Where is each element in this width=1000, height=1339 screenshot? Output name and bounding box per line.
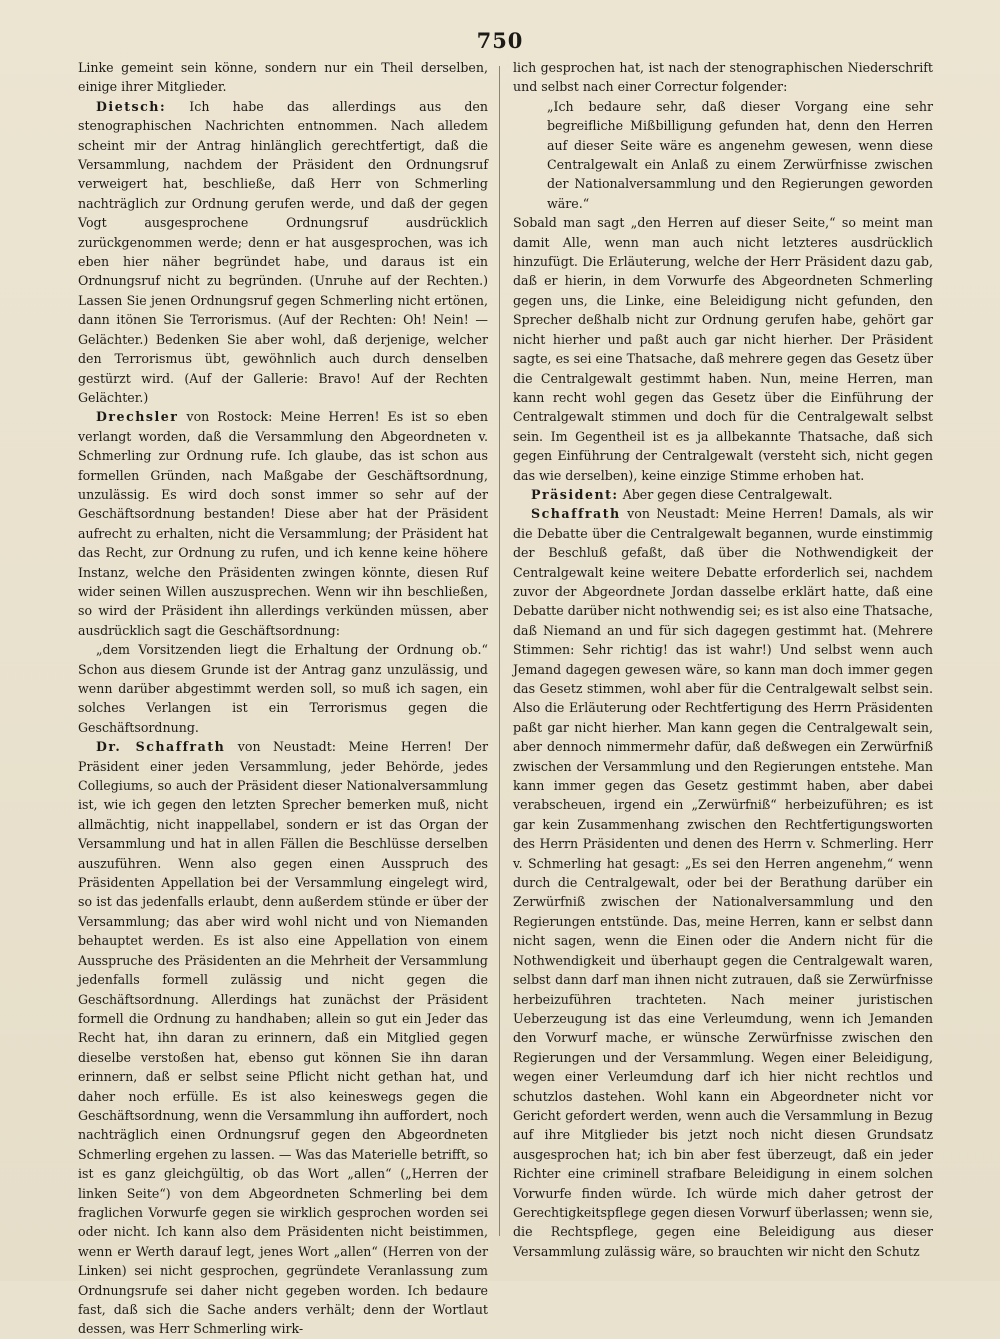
paragraph: [513, 504, 933, 1261]
paragraph-text: „dem Vorsitzenden liegt die Erhaltung der Ordnung ob.“ Schon aus diesem Grunde ist der Antrag ganz unzulässig, und wenn darüber abgestimmt werden soll, so muß ich sagen, ein solches Verlangen ist ein Terrorismus gegen die Geschäftsordnung.: [78, 642, 488, 735]
paragraph-text: Aber gegen diese Centralgewalt.: [618, 486, 833, 502]
paragraph-text: von Neustadt: Meine Herren! Der Präsident einer jeden Versammlung, jeder Behörde, jedes Collegiums, so auch der Präsident dieser Nationalversammlung ist, wie ich gegen den letzten Sprecher bemerken muß, nicht allmächtig, nicht inappellabel, sondern er ist das Organ der Versammlung und hat in allen Fällen die Beschlüsse derselben auszuführen. Wenn also gegen einen Ausspruch des Präsidenten Appellation bei der Versammlung eingelegt wird, so ist das jedenfalls erlaubt, denn außerdem stünde er über der Versammlung; das aber wird wohl nicht und von Niemanden behauptet werden. Es ist also eine Appellation von einem Ausspruche des Präsidenten an die Mehrheit der Versammlung jedenfalls formell zulässig und nicht gegen die Geschäftsordnung. Allerdings hat zunächst der Präsident formell die Ordnung zu handhaben; allein so gut ein Jeder das Recht hat, ihn daran zu erinnern, daß ein Mitglied gegen dieselbe verstoßen hat, ebenso gut können Sie ihn daran erinnern, daß er selbst seine Pflicht nicht gethan hat, und daher noch erfülle. Es ist also keineswegs gegen die Geschäftsordnung, wenn die Versammlung ihn auffordert, noch nachträglich einen Ordnungsruf gegen den Abgeordneten Schmerling ergehen zu lassen. — Was das Materielle betrifft, so ist es ganz gleichgültig, ob das Wort „allen“ („Herren der linken Seite“) von dem Abgeordneten Schmerling bei dem fraglichen Vorwurfe gegen sie wirklich gesprochen worden sei oder nicht. Ich kann also dem Präsidenten nicht beistimmen, wenn er Werth darauf legt, jenes Wort „allen“ (Herren von der Linken) sei nicht gesprochen, gegründete Veranlassung zum Ordnungsrufe sei daher nicht gegeben worden. Ich bedaure fast, daß sich die Sache anders verhält; denn der Wortlaut dessen, was Herr Schmerling wirk-: [78, 739, 488, 1337]
paragraph-text: von Rostock: Meine Herren! Es ist so eben verlangt worden, daß die Versammlung den Abgeordneten v. Schmerling zur Ordnung rufe. Ich glaube, das ist schon aus formellen Gründen, nach Maßgabe der Geschäftsordnung, unzulässig. Es wird doch sonst immer so sehr auf der Geschäftsordnung bestanden! Diese aber hat der Präsident aufrecht zu erhalten, nicht die Versammlung; der Präsident hat das Recht, zur Ordnung zu rufen, und ich kenne keine höhere Instanz, welche den Präsidenten zwingen könnte, diesen Ruf wider seinen Willen auszusprechen. Wenn wir ihn beschließen, so wird der Präsident ihn allerdings verkünden müssen, aber ausdrücklich sagt die Geschäftsordnung:: [78, 409, 488, 638]
paragraph: [78, 407, 488, 640]
paragraph-text: Sobald man sagt „den Herren auf dieser Seite,“ so meint man damit Alle, wenn man auch nicht letzteres ausdrücklich hinzufügt. Die Erläuterung, welche der Herr Präsident dazu gab, daß er hierin, in dem Vorwurfe des Abgeordneten Schmerling gegen uns, die Linke, eine Beleidigung nicht gefunden, den Sprecher deßhalb nicht zur Ordnung gerufen habe, gehört gar nicht hierher und paßt auch gar nicht hierher. Der Präsident sagte, es sei eine Thatsache, daß mehrere gegen das Gesetz über die Centralgewalt gestimmt haben. Nun, meine Herren, man kann recht wohl gegen das Gesetz über die Einführung der Centralgewalt stimmen und doch für die Centralgewalt selbst sein. Im Gegentheil ist es ja allbekannte Thatsache, daß sich gegen Einführung der Centralgewalt (versteht sich, nicht gegen das wie derselben), keine einzige Stimme erhoben hat.: [513, 215, 933, 483]
paragraph: [78, 97, 488, 408]
paragraph: [78, 737, 488, 1339]
column-divider: [499, 66, 500, 1236]
paragraph-text: „Ich bedaure sehr, daß dieser Vorgang eine sehr begreifliche Mißbilligung gefunden hat, denn den Herren auf dieser Seite wäre es angenehm gewesen, wenn diese Centralgewalt ein Anlaß zu einem Zerwürfnisse zwischen der Nationalversammlung und den Regierungen geworden wäre.“: [547, 98, 933, 211]
paragraph: [513, 485, 933, 504]
paragraph-text: von Neustadt: Meine Herren! Damals, als wir die Debatte über die Centralgewalt begannen, wurde einstimmig der Beschluß gefaßt, daß über die Nothwendigkeit der Centralgewalt keine weitere Debatte erforderlich sei, nachdem zuvor der Abgeordnete Jordan dasselbe erklärt hatte, daß eine Debatte darüber nicht nothwendig sei; es ist also eine Thatsache, daß Niemand an und für sich dagegen gestimmt hat. (Mehrere Stimmen: Sehr richtig! das ist wahr!) Und selbst wenn auch Jemand dagegen gewesen wäre, so kann man doch immer gegen das Gesetz stimmen, wohl aber für die Centralgewalt selbst sein. Also die Erläuterung oder Rechtfertigung des Herrn Präsidenten paßt gar nicht hierher. Man kann gegen die Centralgewalt sein, aber dennoch nimmermehr dafür, daß deßwegen ein Zerwürfniß zwischen der Versammlung und den Regierungen entstehe. Man kann immer gegen das Gesetz gestimmt haben, aber dabei verabscheuen, irgend ein „Zerwürfniß“ herbeizuführen; es ist gar kein Zusammenhang zwischen den Rechtfertigungsworten des Herrn Präsidenten und denen des Herrn v. Schmerling. Herr v. Schmerling hat gesagt: „Es sei den Herren angenehm,“ wenn durch die Centralgewalt, oder bei der Berathung darüber ein Zerwürfniß zwischen der Nationalversammlung und den Regierungen entstünde. Das, meine Herren, kann er selbst dann nicht sagen, wenn die Einen oder die Andern nicht für die Nothwendigkeit und überhaupt gegen die Centralgewalt waren, selbst dann darf man ihnen nicht zutrauen, daß sie Zerwürfnisse herbeizuführen trachteten. Nach meiner juristischen Ueberzeugung ist das eine Verleumdung, wenn ich Jemanden den Vorwurf mache, er wünsche Zerwürfnisse zwischen den Regierungen und der Versammlung. Wegen einer Beleidigung, wegen einer Verleumdung darf ich hier nicht rechtlos und schutzlos dastehen. Wohl kann ein Abgeordneter nicht vor Gericht gefordert werden, wenn auch die Versammlung in Bezug auf ihre Mitglieder bis jetzt noch nicht diesen Grundsatz ausgesprochen hat; ich bin aber fest überzeugt, daß ein jeder Richter eine criminell strafbare Beleidigung in einem solchen Vorwurfe finden würde. Ich würde mich daher getrost der Gerechtigkeitspflege gegen diesen Vorwurf überlassen; wenn sie, die Rechtspflege, gegen eine Beleidigung aus dieser Versammlung zulässig wäre, so brauchten wir nicht den Schutz: [513, 506, 933, 1259]
paragraph: [513, 213, 933, 485]
paragraph-text: lich gesprochen hat, ist nach der stenographischen Niederschrift und selbst nach einer Correctur folgender:: [513, 60, 933, 95]
speaker-name: Drechsler: [96, 409, 179, 425]
paragraph-text: Ich habe das allerdings aus den stenographischen Nachrichten entnommen. Nach alledem scheint mir der Antrag hinlänglich gerechtfertigt, daß die Versammlung, nachdem der Präsident den Ordnungsruf verweigert hat, beschließe, daß Herr von Schmerling nachträglich zur Ordnung gerufen werde, und daß der gegen Vogt ausgesprochene Ordnungsruf ausdrücklich zurückgenommen werde; denn er hat ausgesprochen, was ich eben hier näher begründet habe, und daraus ist ein Ordnungsruf nicht zu begründen. (Unruhe auf der Rechten.) Lassen Sie jenen Ordnungsruf gegen Schmerling nicht ertönen, dann itönen Sie Terrorismus. (Auf der Rechten: Oh! Nein! — Gelächter.) Bedenken Sie aber wohl, daß derjenige, welcher den Terrorismus übt, gewöhnlich auch durch denselben gestürzt wird. (Auf der Gallerie: Bravo! Auf der Rechten Gelächter.): [78, 98, 488, 405]
left-column: [78, 58, 488, 1339]
paragraph: [513, 58, 933, 97]
paragraph: [513, 97, 933, 213]
paragraph: [78, 58, 488, 97]
right-column: [513, 58, 933, 1261]
speaker-name: Dr. Schaffrath: [96, 739, 226, 755]
speaker-name: Schaffrath: [531, 506, 621, 522]
speaker-name: Dietsch:: [96, 98, 167, 114]
paragraph: [78, 640, 488, 737]
page-number: 750: [476, 28, 524, 53]
paragraph-text: Linke gemeint sein könne, sondern nur ein Theil derselben, einige ihrer Mitglieder.: [78, 60, 488, 95]
speaker-name: Präsident:: [531, 486, 619, 502]
